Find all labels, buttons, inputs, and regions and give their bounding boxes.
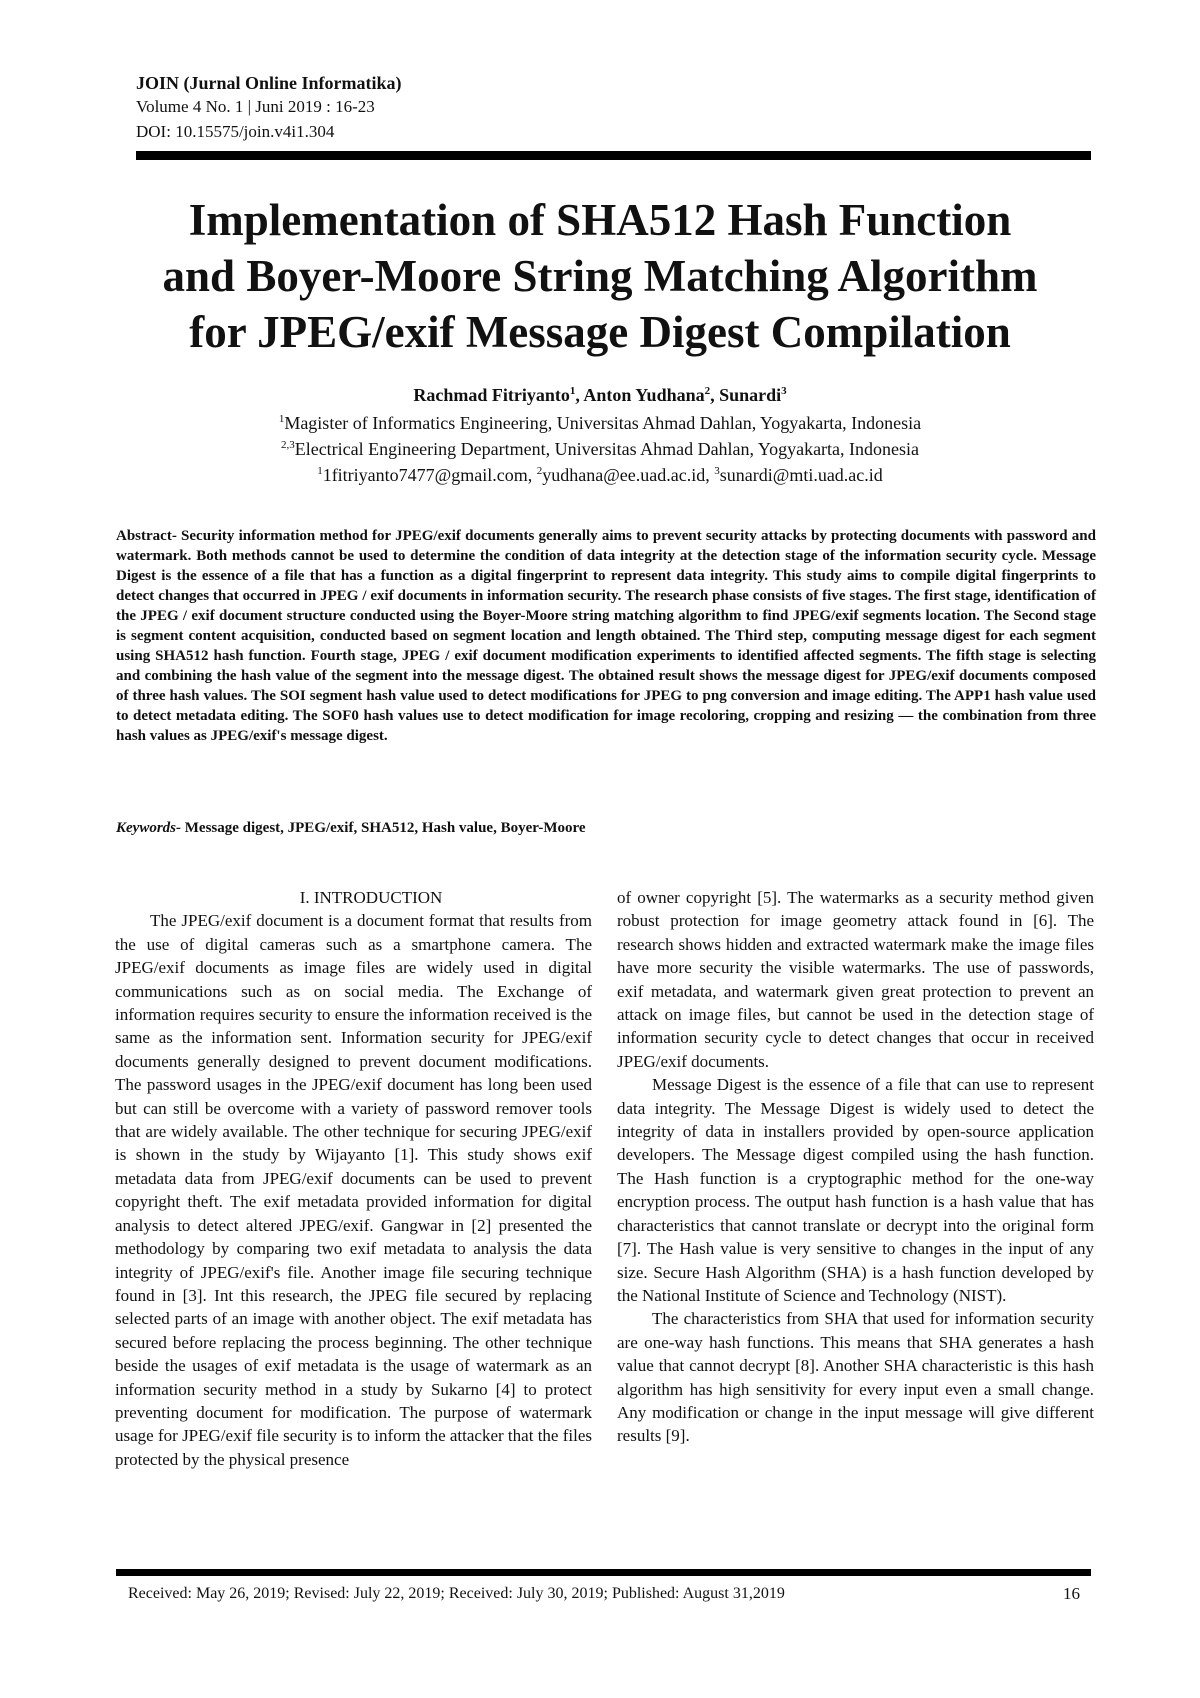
journal-doi[interactable]: DOI: 10.15575/join.v4i1.304 xyxy=(136,122,335,141)
keywords-text: Message digest, JPEG/exif, SHA512, Hash value, Boyer-Moore xyxy=(181,820,586,836)
author-superscript: 2 xyxy=(704,385,711,397)
email-superscript: 2 xyxy=(536,465,543,477)
footer-rule xyxy=(116,1569,1091,1576)
author-name: Anton Yudhana xyxy=(583,385,705,405)
email-link[interactable]: sunardi@mti.uad.ac.id xyxy=(719,465,883,485)
journal-volume: Volume 4 No. 1 | Juni 2019 : 16-23 xyxy=(136,97,375,116)
section-heading: I. INTRODUCTION xyxy=(299,888,443,907)
email-link[interactable]: 1fitriyanto7477@gmail.com, xyxy=(322,465,537,485)
title-line: for JPEG/exif Message Digest Compilation xyxy=(189,307,1011,357)
author-list xyxy=(100,378,1100,408)
right-column xyxy=(617,886,1094,1448)
body-paragraph: The JPEG/exif document is a document format that results from the use of digital cameras such as a smartphone camera. The JPEG/exif documents as image files are widely used in digital communications such as on social media. The Exchange of information requires security to ensure the information received is the same as the information sent. Information security for JPEG/exif documents generally designed to prevent document modifications. The password usages in the JPEG/exif document has long been used but can still be overcome with a variety of password remover tools that are widely available. The other technique for securing JPEG/exif is shown in the study by Wijayanto [1]. This study shows exif metadata data from JPEG/exif documents can be used to prevent copyright theft. The exif metadata provided information for digital analysis to detect altered JPEG/exif. Gangwar in [2] presented the methodology by comparing two exif metadata to analysis the data integrity of JPEG/exif's file. Another image file securing technique found in [3]. Int this research, the JPEG file secured by replacing selected parts of an image with another object. The exif metadata has secured before replacing the process beginning. The other technique beside the usages of exif metadata is the usage of watermark as an information security method in a study by Sukarno [4] to protect preventing document for modification. The purpose of watermark usage for JPEG/exif file security is to inform the attacker that the files protected by the physical presence xyxy=(115,911,592,1469)
email-superscript: 1 xyxy=(317,465,323,477)
email-superscript: 3 xyxy=(714,465,720,477)
footer-dates: Received: May 26, 2019; Revised: July 22, 2019; Received: July 30, 2019; Published: August 31,2019 xyxy=(128,1585,785,1602)
left-column xyxy=(115,886,592,1471)
author-emails xyxy=(100,458,1100,488)
author-separator: , xyxy=(575,385,584,405)
author-name: Sunardi xyxy=(719,385,782,405)
affiliation-superscript: 2,3 xyxy=(280,439,295,451)
body-paragraph: The characteristics from SHA that used for information security are one-way hash functions. This means that SHA generates a hash value that cannot decrypt [8]. Another SHA characteristic is this hash algorithm has high sensitivity for every input even a small change. Any modification or change in the input message will give different results [9]. xyxy=(617,1309,1094,1446)
author-superscript: 1 xyxy=(569,385,576,397)
affiliation-text: Electrical Engineering Department, Universitas Ahmad Dahlan, Yogyakarta, Indonesia xyxy=(294,439,920,459)
journal-header xyxy=(136,72,736,144)
author-separator: , xyxy=(710,385,720,405)
author-name: Rachmad Fitriyanto xyxy=(413,385,570,405)
journal-name: JOIN (Jurnal Online Informatika) xyxy=(136,73,402,93)
body-paragraph: of owner copyright [5]. The watermarks as a security method given robust protection for image geometry attack found in [6]. The research shows hidden and extracted watermark make the image files have more security the visible watermarks. The use of passwords, exif metadata, and watermark given great protection to prevent an attack on image files, but cannot be used in the detection stage of information security cycle to detect changes that occur in received JPEG/exif documents. xyxy=(617,888,1094,1071)
keywords xyxy=(116,818,1096,838)
title-line: and Boyer-Moore String Matching Algorithm xyxy=(162,251,1038,301)
header-rule xyxy=(136,151,1091,160)
title-line: Implementation of SHA512 Hash Function xyxy=(188,195,1012,245)
body-paragraph: Message Digest is the essence of a file that can use to represent data integrity. The Message Digest is widely used to detect the integrity of data in installers provided by open-source application developers. The Message digest compiled using the hash function. The Hash function is a cryptographic method for the one-way encryption process. The output hash function is a hash value that has characteristics that cannot translate or decrypt into the original form [7]. The Hash value is very sensitive to changes in the input of any size. Secure Hash Algorithm (SHA) is a hash function developed by the National Institute of Science and Technology (NIST). xyxy=(617,1075,1094,1305)
paper-title xyxy=(100,192,1100,360)
keywords-label: Keywords- xyxy=(116,820,181,836)
email-link[interactable]: yudhana@ee.uad.ac.id, xyxy=(542,465,715,485)
affiliation-superscript: 1 xyxy=(278,413,285,425)
page-number: 16 xyxy=(1063,1584,1080,1603)
author-superscript: 3 xyxy=(781,385,787,397)
abstract-label: Abstract- xyxy=(116,528,177,544)
abstract xyxy=(116,526,1096,746)
affiliation-text: Magister of Informatics Engineering, Universitas Ahmad Dahlan, Yogyakarta, Indonesia xyxy=(284,413,922,433)
abstract-text: Security information method for JPEG/exif documents generally aims to prevent security attacks by protecting documents with password and watermark. Both methods cannot be used to determine the condition of data integrity at the detection stage of the information security cycle. Message Digest is the essence of a file that has a function as a digital fingerprint to represent data integrity. This study aims to compile digital fingerprints to detect changes that occurred in JPEG / exif documents in information security. The research phase consists of five stages. The first stage, identification of the JPEG / exif document structure conducted using the Boyer-Moore string matching algorithm to find JPEG/exif segments location. The Second stage is segment content acquisition, conducted based on segment location and length obtained. The Third step, computing message digest for each segment using SHA512 hash function. Fourth stage, JPEG / exif document modification experiments to identified affected segments. The fifth stage is selecting and combining the hash value of the segment into the message digest. The obtained result shows the message digest for JPEG/exif documents composed of three hash values. The SOI segment hash value used to detect modifications for JPEG to png conversion and image editing. The APP1 hash value used to detect metadata editing. The SOF0 hash values use to detect modification for image recoloring, cropping and resizing — the combination from three hash values as JPEG/exif's message digest. xyxy=(116,528,1096,744)
